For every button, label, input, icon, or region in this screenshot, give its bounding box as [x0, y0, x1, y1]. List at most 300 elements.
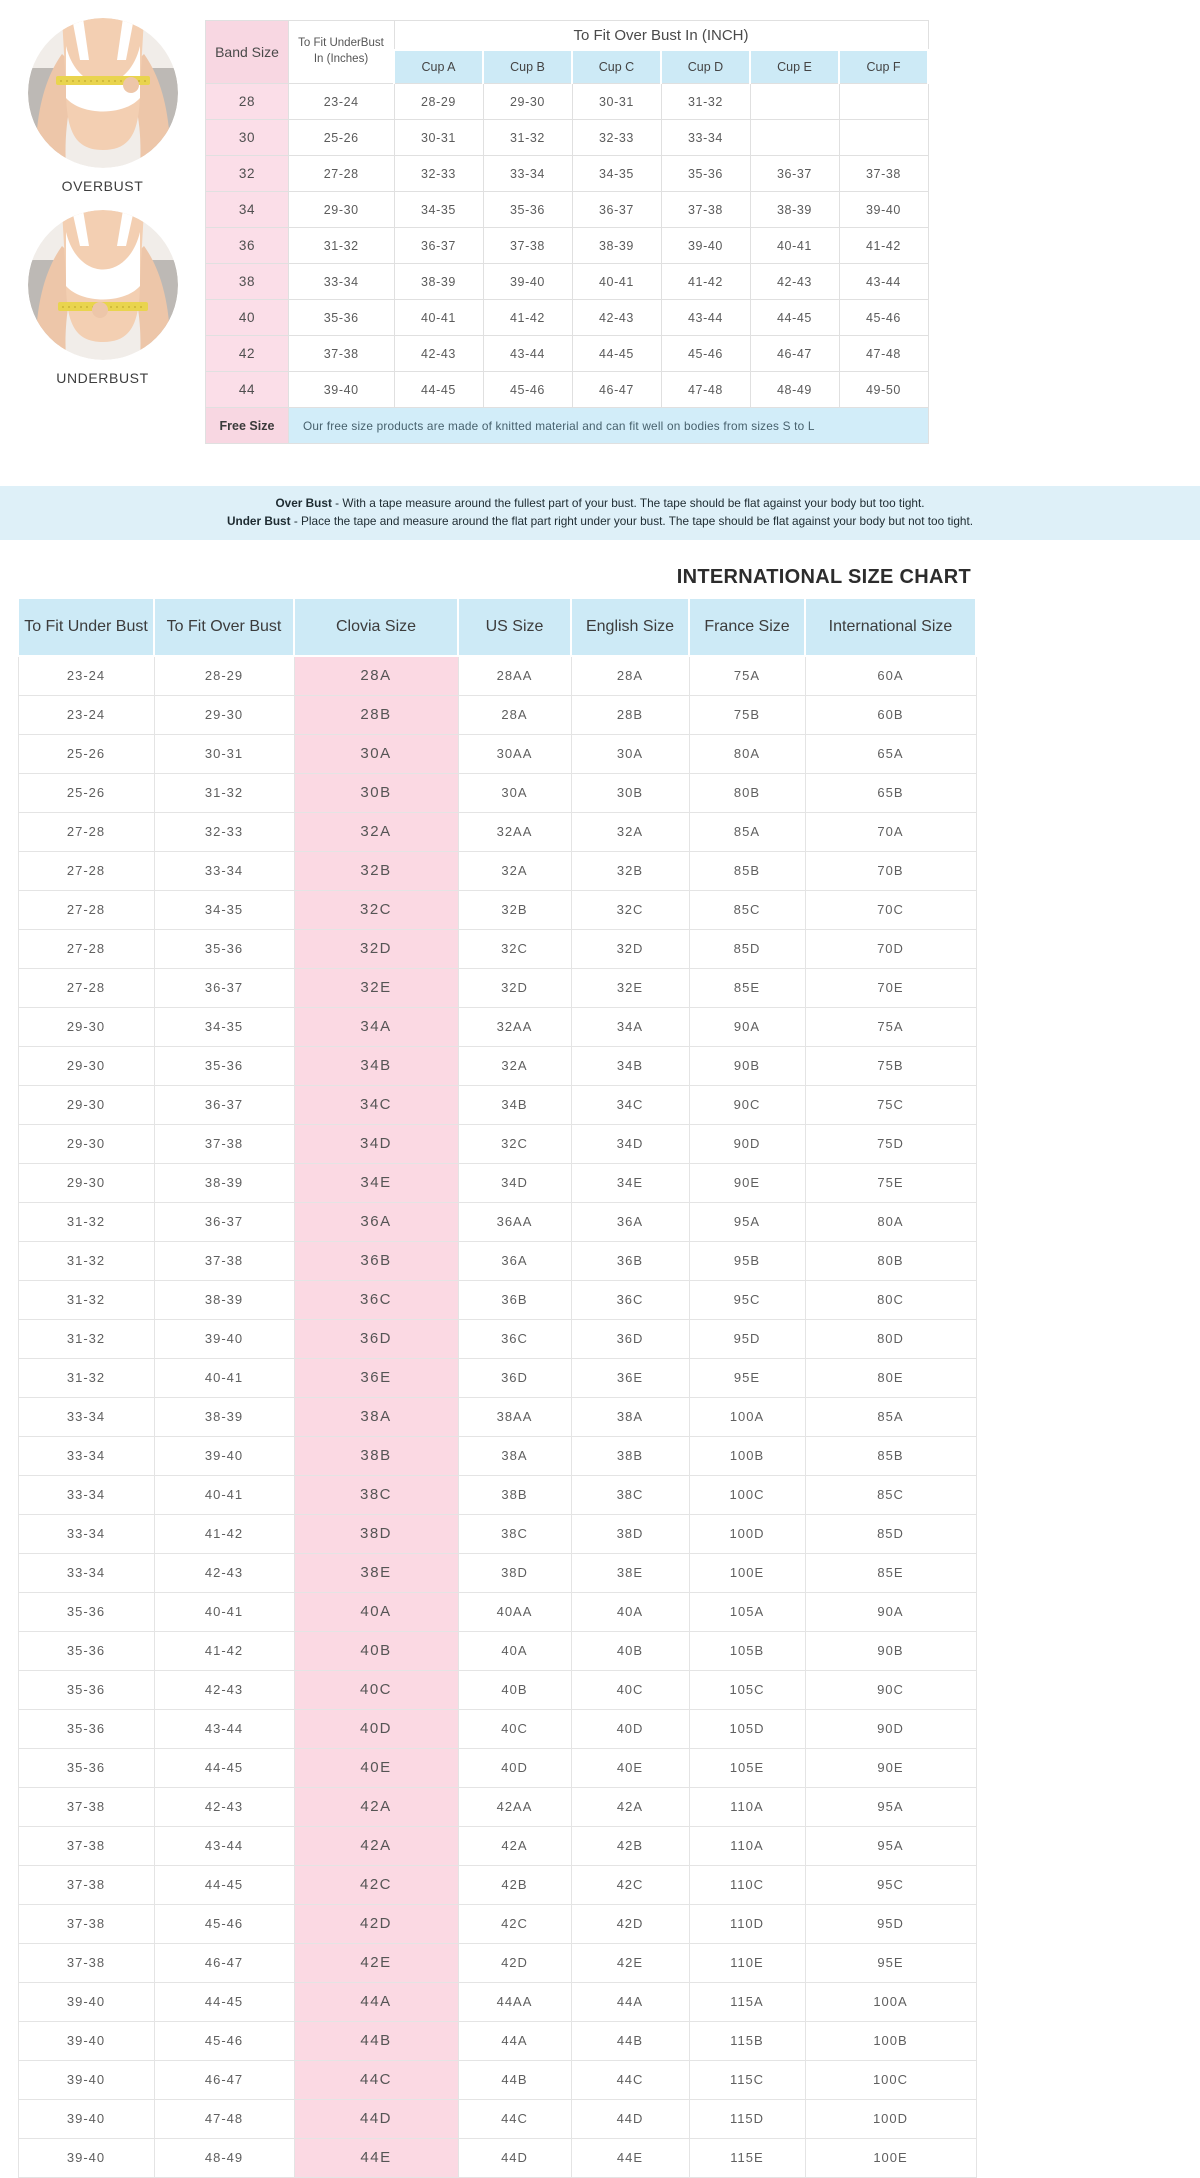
size-range-cell: 33-34 — [661, 120, 750, 156]
clovia-size-cell: 38C — [294, 1475, 458, 1514]
size-range-cell: 30-31 — [572, 84, 661, 120]
international-row — [18, 1670, 976, 1709]
size-range-cell: 38-39 — [750, 192, 839, 228]
size-cell: 33-34 — [18, 1514, 154, 1553]
size-cell: 44D — [458, 2138, 571, 2177]
size-range-cell: 36-37 — [750, 156, 839, 192]
size-range-cell — [750, 84, 839, 120]
underbust-note-text: - Place the tape and measure around the flat part right under your bust. The tape should be flat against your body but not too tight. — [290, 514, 974, 529]
size-range-cell: 41-42 — [661, 264, 750, 300]
cup-c-header: Cup C — [572, 50, 661, 84]
size-range-cell: 30-31 — [394, 120, 483, 156]
size-cell: 90A — [805, 1592, 976, 1631]
size-cell: 47-48 — [154, 2099, 294, 2138]
size-cell: 100C — [689, 1475, 805, 1514]
band-size-cell: 34 — [206, 192, 289, 228]
size-range-cell: 33-34 — [483, 156, 572, 192]
size-cell: 34B — [571, 1046, 689, 1085]
clovia-size-cell: 28B — [294, 695, 458, 734]
size-cell: 80E — [805, 1358, 976, 1397]
international-row — [18, 851, 976, 890]
size-cell: 36C — [458, 1319, 571, 1358]
size-cell: 44-45 — [154, 1865, 294, 1904]
size-cell: 39-40 — [154, 1319, 294, 1358]
clovia-size-cell: 42E — [294, 1943, 458, 1982]
size-range-cell: 31-32 — [661, 84, 750, 120]
clovia-size-cell: 36B — [294, 1241, 458, 1280]
size-cell: 39-40 — [154, 1436, 294, 1475]
size-cell: 75E — [805, 1163, 976, 1202]
size-cell: 37-38 — [18, 1943, 154, 1982]
size-cell: 44E — [571, 2138, 689, 2177]
size-cell: 32D — [571, 929, 689, 968]
size-cell: 40D — [458, 1748, 571, 1787]
size-cell: 80A — [689, 734, 805, 773]
band-size-cell: 28 — [206, 84, 289, 120]
size-cell: 29-30 — [18, 1124, 154, 1163]
size-range-cell: 41-42 — [483, 300, 572, 336]
international-row — [18, 1085, 976, 1124]
size-cell: 40A — [458, 1631, 571, 1670]
clovia-size-cell: 38A — [294, 1397, 458, 1436]
international-row — [18, 1436, 976, 1475]
size-cell: 36-37 — [154, 1085, 294, 1124]
free-size-row — [206, 408, 929, 444]
size-cell: 31-32 — [18, 1319, 154, 1358]
size-cell: 39-40 — [18, 2021, 154, 2060]
international-row — [18, 1007, 976, 1046]
clovia-size-cell: 44C — [294, 2060, 458, 2099]
size-cell: 110C — [689, 1865, 805, 1904]
clovia-size-cell: 36C — [294, 1280, 458, 1319]
clovia-size-cell: 40A — [294, 1592, 458, 1631]
size-cell: 90C — [805, 1670, 976, 1709]
size-cell: 33-34 — [18, 1436, 154, 1475]
size-cell: 28AA — [458, 656, 571, 696]
size-cell: 32A — [571, 812, 689, 851]
size-cell: 37-38 — [18, 1787, 154, 1826]
clovia-size-cell: 30A — [294, 734, 458, 773]
size-cell: 85D — [689, 929, 805, 968]
international-row — [18, 968, 976, 1007]
size-range-cell: 47-48 — [839, 336, 928, 372]
size-range-cell: 46-47 — [750, 336, 839, 372]
size-cell: 85B — [805, 1436, 976, 1475]
size-cell: 38D — [571, 1514, 689, 1553]
size-cell: 40A — [571, 1592, 689, 1631]
size-cell: 75B — [689, 695, 805, 734]
size-cell: 100E — [689, 1553, 805, 1592]
international-row — [18, 1280, 976, 1319]
size-cell: 35-36 — [18, 1709, 154, 1748]
clovia-size-cell: 32D — [294, 929, 458, 968]
size-cell: 105D — [689, 1709, 805, 1748]
size-cell: 38B — [458, 1475, 571, 1514]
size-range-cell: 39-40 — [289, 372, 395, 408]
international-row — [18, 1943, 976, 1982]
size-cell: 60A — [805, 656, 976, 696]
size-cell: 32AA — [458, 812, 571, 851]
international-row — [18, 1748, 976, 1787]
international-row — [18, 656, 976, 696]
size-cell: 44-45 — [154, 1748, 294, 1787]
international-row — [18, 2138, 976, 2177]
size-cell: 90C — [689, 1085, 805, 1124]
size-cell: 33-34 — [154, 851, 294, 890]
clovia-size-cell: 34E — [294, 1163, 458, 1202]
size-cell: 36A — [571, 1202, 689, 1241]
band-row — [206, 372, 929, 408]
intl-table-body — [18, 656, 976, 2178]
international-row — [18, 890, 976, 929]
size-cell: 31-32 — [18, 1241, 154, 1280]
size-cell: 40B — [458, 1670, 571, 1709]
size-cell: 65B — [805, 773, 976, 812]
size-range-cell: 44-45 — [394, 372, 483, 408]
clovia-size-cell: 44E — [294, 2138, 458, 2177]
band-row — [206, 120, 929, 156]
size-range-cell — [839, 120, 928, 156]
size-cell: 31-32 — [18, 1202, 154, 1241]
clovia-size-cell: 30B — [294, 773, 458, 812]
size-cell: 39-40 — [18, 2138, 154, 2177]
size-range-cell: 29-30 — [289, 192, 395, 228]
size-cell: 42E — [571, 1943, 689, 1982]
size-cell: 110A — [689, 1826, 805, 1865]
size-cell: 25-26 — [18, 773, 154, 812]
size-range-cell: 23-24 — [289, 84, 395, 120]
col-clovia-size: Clovia Size — [294, 598, 458, 656]
international-chart-title: INTERNATIONAL SIZE CHART — [676, 565, 971, 588]
size-cell: 32C — [571, 890, 689, 929]
col-over-bust: To Fit Over Bust — [154, 598, 294, 656]
col-under-bust: To Fit Under Bust — [18, 598, 154, 656]
size-cell: 34B — [458, 1085, 571, 1124]
size-cell: 40E — [571, 1748, 689, 1787]
size-cell: 34A — [571, 1007, 689, 1046]
band-size-cell: 36 — [206, 228, 289, 264]
size-cell: 36E — [571, 1358, 689, 1397]
size-cell: 40-41 — [154, 1475, 294, 1514]
size-cell: 105C — [689, 1670, 805, 1709]
band-size-header: Band Size — [206, 21, 289, 84]
size-cell: 38-39 — [154, 1280, 294, 1319]
band-row — [206, 228, 929, 264]
size-cell: 45-46 — [154, 1904, 294, 1943]
band-size-cell: 38 — [206, 264, 289, 300]
international-row — [18, 1202, 976, 1241]
size-cell: 80B — [689, 773, 805, 812]
size-range-cell: 49-50 — [839, 372, 928, 408]
size-range-cell: 47-48 — [661, 372, 750, 408]
size-cell: 100E — [805, 2138, 976, 2177]
col-france-size: France Size — [689, 598, 805, 656]
size-cell: 70E — [805, 968, 976, 1007]
size-cell: 25-26 — [18, 734, 154, 773]
size-cell: 42-43 — [154, 1670, 294, 1709]
size-range-cell: 45-46 — [661, 336, 750, 372]
clovia-size-cell: 34D — [294, 1124, 458, 1163]
international-row — [18, 1163, 976, 1202]
size-cell: 90D — [689, 1124, 805, 1163]
size-range-cell: 46-47 — [572, 372, 661, 408]
size-range-cell: 45-46 — [839, 300, 928, 336]
clovia-size-cell: 28A — [294, 656, 458, 696]
international-row — [18, 1241, 976, 1280]
band-table-body — [206, 84, 929, 408]
size-cell: 38-39 — [154, 1397, 294, 1436]
size-range-cell: 36-37 — [394, 228, 483, 264]
clovia-size-cell: 40C — [294, 1670, 458, 1709]
size-cell: 40B — [571, 1631, 689, 1670]
size-cell: 95A — [689, 1202, 805, 1241]
international-row — [18, 1826, 976, 1865]
clovia-size-cell: 36E — [294, 1358, 458, 1397]
size-cell: 39-40 — [18, 2060, 154, 2099]
size-cell: 100C — [805, 2060, 976, 2099]
size-range-cell: 36-37 — [572, 192, 661, 228]
size-cell: 32C — [458, 1124, 571, 1163]
size-cell: 110E — [689, 1943, 805, 1982]
clovia-size-cell: 32B — [294, 851, 458, 890]
size-cell: 37-38 — [18, 1865, 154, 1904]
clovia-size-cell: 34B — [294, 1046, 458, 1085]
size-range-cell: 31-32 — [483, 120, 572, 156]
size-cell: 31-32 — [18, 1358, 154, 1397]
size-cell: 32E — [571, 968, 689, 1007]
size-range-cell — [750, 120, 839, 156]
size-cell: 40-41 — [154, 1358, 294, 1397]
size-cell: 33-34 — [18, 1553, 154, 1592]
size-range-cell: 25-26 — [289, 120, 395, 156]
cup-e-header: Cup E — [750, 50, 839, 84]
overbust-note-label: Over Bust — [275, 496, 332, 510]
international-row — [18, 773, 976, 812]
size-cell: 70A — [805, 812, 976, 851]
size-cell: 115B — [689, 2021, 805, 2060]
size-cell: 42A — [571, 1787, 689, 1826]
size-cell: 85C — [689, 890, 805, 929]
overbust-note — [0, 494, 1200, 512]
size-cell: 40C — [571, 1670, 689, 1709]
size-range-cell: 31-32 — [289, 228, 395, 264]
size-cell: 42-43 — [154, 1787, 294, 1826]
international-row — [18, 1865, 976, 1904]
size-cell: 85B — [689, 851, 805, 890]
col-english-size: English Size — [571, 598, 689, 656]
size-cell: 38AA — [458, 1397, 571, 1436]
size-cell: 41-42 — [154, 1631, 294, 1670]
size-cell: 35-36 — [18, 1670, 154, 1709]
band-row — [206, 300, 929, 336]
size-range-cell: 32-33 — [394, 156, 483, 192]
band-size-cell: 32 — [206, 156, 289, 192]
band-row — [206, 84, 929, 120]
band-row — [206, 264, 929, 300]
size-cell: 115C — [689, 2060, 805, 2099]
international-row — [18, 1124, 976, 1163]
size-range-cell: 37-38 — [483, 228, 572, 264]
size-cell: 42C — [458, 1904, 571, 1943]
international-row — [18, 1631, 976, 1670]
underbust-photo — [28, 210, 178, 360]
size-cell: 28-29 — [154, 656, 294, 696]
size-cell: 36B — [571, 1241, 689, 1280]
size-cell: 80B — [805, 1241, 976, 1280]
international-row — [18, 1319, 976, 1358]
measurement-notes — [0, 486, 1200, 540]
size-range-cell: 37-38 — [839, 156, 928, 192]
size-cell: 36A — [458, 1241, 571, 1280]
overbust-group-header: To Fit Over Bust In (INCH) — [394, 21, 928, 51]
size-cell: 38A — [571, 1397, 689, 1436]
size-cell: 43-44 — [154, 1826, 294, 1865]
size-cell: 36B — [458, 1280, 571, 1319]
size-cell: 32C — [458, 929, 571, 968]
international-row — [18, 1904, 976, 1943]
band-size-cell: 42 — [206, 336, 289, 372]
overbust-note-text: - With a tape measure around the fullest part of your bust. The tape should be flat against your body but too tight. — [331, 496, 925, 510]
size-cell: 36-37 — [154, 1202, 294, 1241]
size-cell: 42A — [458, 1826, 571, 1865]
size-cell: 38E — [571, 1553, 689, 1592]
band-table-header-row-1 — [206, 21, 929, 51]
size-cell: 90E — [805, 1748, 976, 1787]
size-range-cell: 35-36 — [661, 156, 750, 192]
size-cell: 85A — [689, 812, 805, 851]
size-cell: 75A — [689, 656, 805, 696]
size-cell: 46-47 — [154, 1943, 294, 1982]
size-cell: 31-32 — [18, 1280, 154, 1319]
size-cell: 36AA — [458, 1202, 571, 1241]
size-cell: 35-36 — [18, 1631, 154, 1670]
cup-a-header: Cup A — [394, 50, 483, 84]
size-cell: 39-40 — [18, 1982, 154, 2021]
size-cell: 36-37 — [154, 968, 294, 1007]
size-cell: 95D — [689, 1319, 805, 1358]
clovia-size-cell: 32C — [294, 890, 458, 929]
underbust-illustration — [28, 210, 178, 360]
international-row — [18, 2099, 976, 2138]
size-cell: 29-30 — [18, 1085, 154, 1124]
size-cell: 30B — [571, 773, 689, 812]
size-range-cell: 43-44 — [661, 300, 750, 336]
col-international-size: International Size — [805, 598, 976, 656]
size-cell: 44B — [571, 2021, 689, 2060]
size-cell: 33-34 — [18, 1475, 154, 1514]
clovia-size-cell: 36D — [294, 1319, 458, 1358]
cup-b-header: Cup B — [483, 50, 572, 84]
international-row — [18, 695, 976, 734]
size-cell: 105B — [689, 1631, 805, 1670]
size-cell: 23-24 — [18, 695, 154, 734]
size-cell: 42B — [571, 1826, 689, 1865]
size-cell: 75B — [805, 1046, 976, 1085]
size-cell: 34-35 — [154, 890, 294, 929]
size-cell: 44A — [571, 1982, 689, 2021]
size-cell: 42D — [458, 1943, 571, 1982]
size-cell: 32A — [458, 1046, 571, 1085]
size-cell: 27-28 — [18, 851, 154, 890]
size-cell: 27-28 — [18, 812, 154, 851]
size-cell: 29-30 — [154, 695, 294, 734]
size-cell: 40C — [458, 1709, 571, 1748]
size-cell: 32D — [458, 968, 571, 1007]
international-row — [18, 1397, 976, 1436]
clovia-size-cell: 42D — [294, 1904, 458, 1943]
size-cell: 30-31 — [154, 734, 294, 773]
size-cell: 44B — [458, 2060, 571, 2099]
size-cell: 32-33 — [154, 812, 294, 851]
international-row — [18, 812, 976, 851]
size-cell: 95E — [689, 1358, 805, 1397]
size-range-cell: 37-38 — [661, 192, 750, 228]
clovia-size-cell: 40D — [294, 1709, 458, 1748]
size-cell: 44-45 — [154, 1982, 294, 2021]
size-cell: 27-28 — [18, 890, 154, 929]
size-cell: 33-34 — [18, 1397, 154, 1436]
size-cell: 40D — [571, 1709, 689, 1748]
size-cell: 43-44 — [154, 1709, 294, 1748]
size-cell: 90D — [805, 1709, 976, 1748]
size-cell: 80A — [805, 1202, 976, 1241]
size-cell: 34-35 — [154, 1007, 294, 1046]
international-row — [18, 1592, 976, 1631]
international-row — [18, 1787, 976, 1826]
clovia-size-cell: 38D — [294, 1514, 458, 1553]
size-cell: 29-30 — [18, 1163, 154, 1202]
size-range-cell: 42-43 — [394, 336, 483, 372]
band-row — [206, 156, 929, 192]
size-cell: 115D — [689, 2099, 805, 2138]
size-cell: 29-30 — [18, 1007, 154, 1046]
size-cell: 40AA — [458, 1592, 571, 1631]
size-cell: 115E — [689, 2138, 805, 2177]
size-cell: 85C — [805, 1475, 976, 1514]
measurement-figures — [0, 18, 205, 444]
size-cell: 90B — [805, 1631, 976, 1670]
size-cell: 95E — [805, 1943, 976, 1982]
clovia-size-cell: 44D — [294, 2099, 458, 2138]
size-range-cell: 28-29 — [394, 84, 483, 120]
size-cell: 38-39 — [154, 1163, 294, 1202]
size-cell: 32B — [458, 890, 571, 929]
size-cell: 35-36 — [154, 929, 294, 968]
overbust-label: OVERBUST — [61, 178, 144, 194]
size-cell: 35-36 — [18, 1748, 154, 1787]
overbust-photo — [28, 18, 178, 168]
clovia-size-cell: 40E — [294, 1748, 458, 1787]
size-range-cell: 44-45 — [750, 300, 839, 336]
clovia-size-cell: 40B — [294, 1631, 458, 1670]
size-cell: 30A — [458, 773, 571, 812]
size-cell: 80D — [805, 1319, 976, 1358]
size-cell: 90B — [689, 1046, 805, 1085]
size-cell: 85E — [805, 1553, 976, 1592]
size-range-cell: 45-46 — [483, 372, 572, 408]
size-cell: 38A — [458, 1436, 571, 1475]
size-range-cell: 42-43 — [572, 300, 661, 336]
size-range-cell: 40-41 — [394, 300, 483, 336]
size-cell: 36D — [458, 1358, 571, 1397]
size-cell: 45-46 — [154, 2021, 294, 2060]
size-cell: 85D — [805, 1514, 976, 1553]
clovia-size-cell: 44A — [294, 1982, 458, 2021]
size-cell: 27-28 — [18, 968, 154, 1007]
size-cell: 44AA — [458, 1982, 571, 2021]
size-cell: 29-30 — [18, 1046, 154, 1085]
size-range-cell: 44-45 — [572, 336, 661, 372]
